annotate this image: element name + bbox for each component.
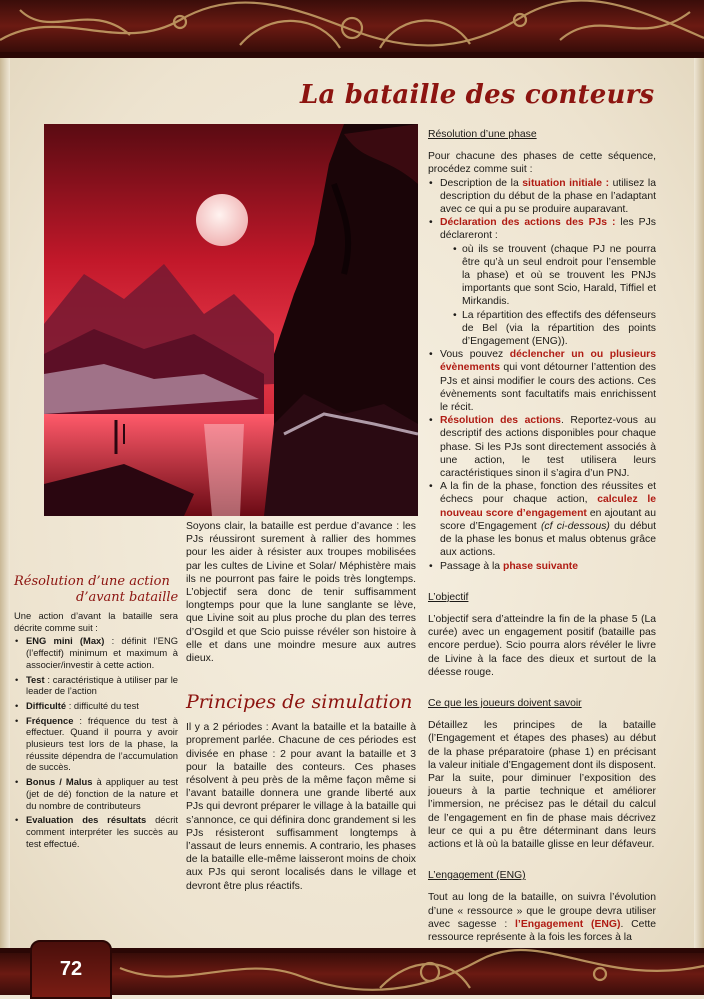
section-heading-simulation: Principes de simulation (186, 691, 413, 714)
list-item: • Vous pouvez déclencher un ou plusieurs évènements qui vont détourner l’attention des PJs et ainsi modifier le cours des actions. Ces évènements sont facultatifs mais enrichissent le récit. (440, 348, 656, 414)
right-column (428, 128, 656, 950)
list-item: • Difficulté : difficulté du test (26, 700, 178, 712)
left-page-edge (0, 58, 10, 948)
heading-engagement: L’engagement (ENG) (428, 870, 526, 882)
intro-paragraph: Soyons clair, la bataille est perdue d’avance : les PJs réussiront surement à rallier des hommes pour les aider à résister aux troupes mobilisées par les cultes de Livine et Solar/ Méphistère mais ils ne pourront pas faire le poids très longtemps. L’objectif sera donc de tenir suffisamment longtemps pour que la lune sanglante se lève, que Livine soit au plus proche du plan des terres d’Osgild et que Scio puisse révéler son histoire à elle et dans une moindre mesure aux autres dieux. (186, 521, 416, 665)
page-number: 72 (59, 958, 83, 980)
list-item: • Evaluation des résultats décrit comment interpréter les succès au test effectué. (26, 814, 178, 849)
list-item: • La répartition des effectifs des défenseurs de Bel (via la répartition des points d’Engagement (ENG)). (462, 309, 656, 349)
engagement-paragraph: Tout au long de la bataille, on suivra l’évolution d’une « ressource » que le groupe devra utiliser avec sagesse : l’Engagement (ENG). Cette ressource représente à la fois les forces à la (428, 892, 657, 943)
heading-line-1: Résolution d’une action (14, 574, 170, 589)
list-item: • Description de la situation initiale : utilisez la description du début de la phase en l’adaptant avec ce qui a pu se produire auparavant. (440, 177, 656, 217)
heading-phase-resolution: Résolution d’une phase (428, 129, 537, 140)
list-item: • ENG mini (Max) : définit l’ENG (l’effectif) minimum et maximum à associer/investir à cette action. (26, 635, 178, 670)
objective-paragraph: L’objectif sera d’atteindre la fin de la phase 5 (La curée) avec un engagement positif (bataille pas encore perdue). Scio pourra alors révéler le livre de Livine à la face des dieux et surtout de la déesse rouge. (428, 613, 656, 678)
list-item: • Résolution des actions. Reportez-vous au descriptif des actions disponibles pour chaque phase. Si les PJs sont directement associés à une action, le test utilisera leurs caractéristiques sinon il s’agira d’un PNJ. (440, 414, 656, 480)
right-page-edge (694, 58, 704, 948)
phase-intro: Pour chacune des phases de cette séquence, procédez comme suit : (428, 151, 656, 176)
red-moon-landscape-illustration (44, 124, 418, 516)
middle-column (186, 520, 416, 899)
phase-steps-list (428, 177, 656, 573)
action-attribute-list (14, 635, 178, 849)
players-knowledge-paragraph: Détaillez les principes de la bataille (l’Engagement et étapes des phases) au début de la phase préparatoire (phase 1) en précisant la valeur initiale d’Engagement dont ils disposent. Par la suite, pour diminuer l’exposition des joueurs à la partie technique et améliorer l’immersion, ne précisez pas le détail du calcul de l’engagement en fin de phase mais décrivez leur ce qui a pu être déterminant dans leurs actions et là où la bataille glisse en leur défaveur. (428, 720, 656, 850)
section-heading-action-resolution (14, 574, 178, 606)
sub-list (440, 243, 656, 349)
list-item: • Passage à la phase suivante (440, 560, 656, 573)
list-item: • où ils se trouvent (chaque PJ ne pourra être qu’à un seul endroit pour l’ensemble la phase) et où se trouvent les PNJs importants que sont Scio, Harald, Tiffiel et Mirkandis. (462, 243, 656, 309)
left-column (14, 574, 178, 849)
top-ornament-band (0, 0, 704, 58)
action-intro: Une action d’avant la bataille sera décrite comme suit : (14, 610, 178, 633)
page-title: La bataille des conteurs (300, 80, 655, 110)
list-item: • Déclaration des actions des PJs : les PJs déclareront : • où ils se trouvent (chaque PJ ne pourra être qu’à un seul endroit pour l’ensemble la phase) et où se trouvent les PNJs importants que sont Scio, Harald, Tiffiel et Mirkandis. • La répartition des effectifs des défenseurs de Bel (via la répartition des points d’Engagement (ENG)). (440, 216, 656, 348)
list-item: • Bonus / Malus à appliquer au test (jet de dé) fonction de la nature et du nombre de contributeurs (26, 776, 178, 811)
list-item: • A la fin de la phase, fonction des réussites et échecs pour chaque action, calculez le nouveau score d’engagement en ajoutant au score d’Engagement (cf ci-dessous) du début de la phase les bonus et malus obtenus grâce aux actions. (440, 480, 656, 559)
list-item: • Test : caractéristique à utiliser par le leader de l’action (26, 674, 178, 697)
list-item: • Fréquence : fréquence du test à effectuer. Quand il pourra y avoir plusieurs test lors de la phase, la réussite dépendra de l’accumulation de succès. (26, 715, 178, 774)
simulation-paragraph: Il y a 2 périodes : Avant la bataille et la bataille à proprement parlée. Chacune de ces périodes est divisée en phase : 2 pour avant la bataille et 3 pour la bataille des conteurs. Ces phases résolvent à peu près de la même façon même si l’avant bataille donnera une grande liberté aux PJs qui devront préparer le village à la bataille qui s’annonce, ce qui définira donc grandement si les PJs résisteront suffisamment longtemps à l’assaut de leurs ennemis. A contrario, les phases de la bataille elle-même laisseront moins de choix aux PJs qui seront localisés dans le village et devront être plus réactifs. (186, 722, 416, 892)
heading-objective: L’objectif (428, 591, 469, 603)
heading-line-2: d’avant bataille (76, 590, 179, 605)
page-number-badge (30, 940, 112, 999)
heading-players-knowledge: Ce que les joueurs doivent savoir (428, 697, 582, 709)
